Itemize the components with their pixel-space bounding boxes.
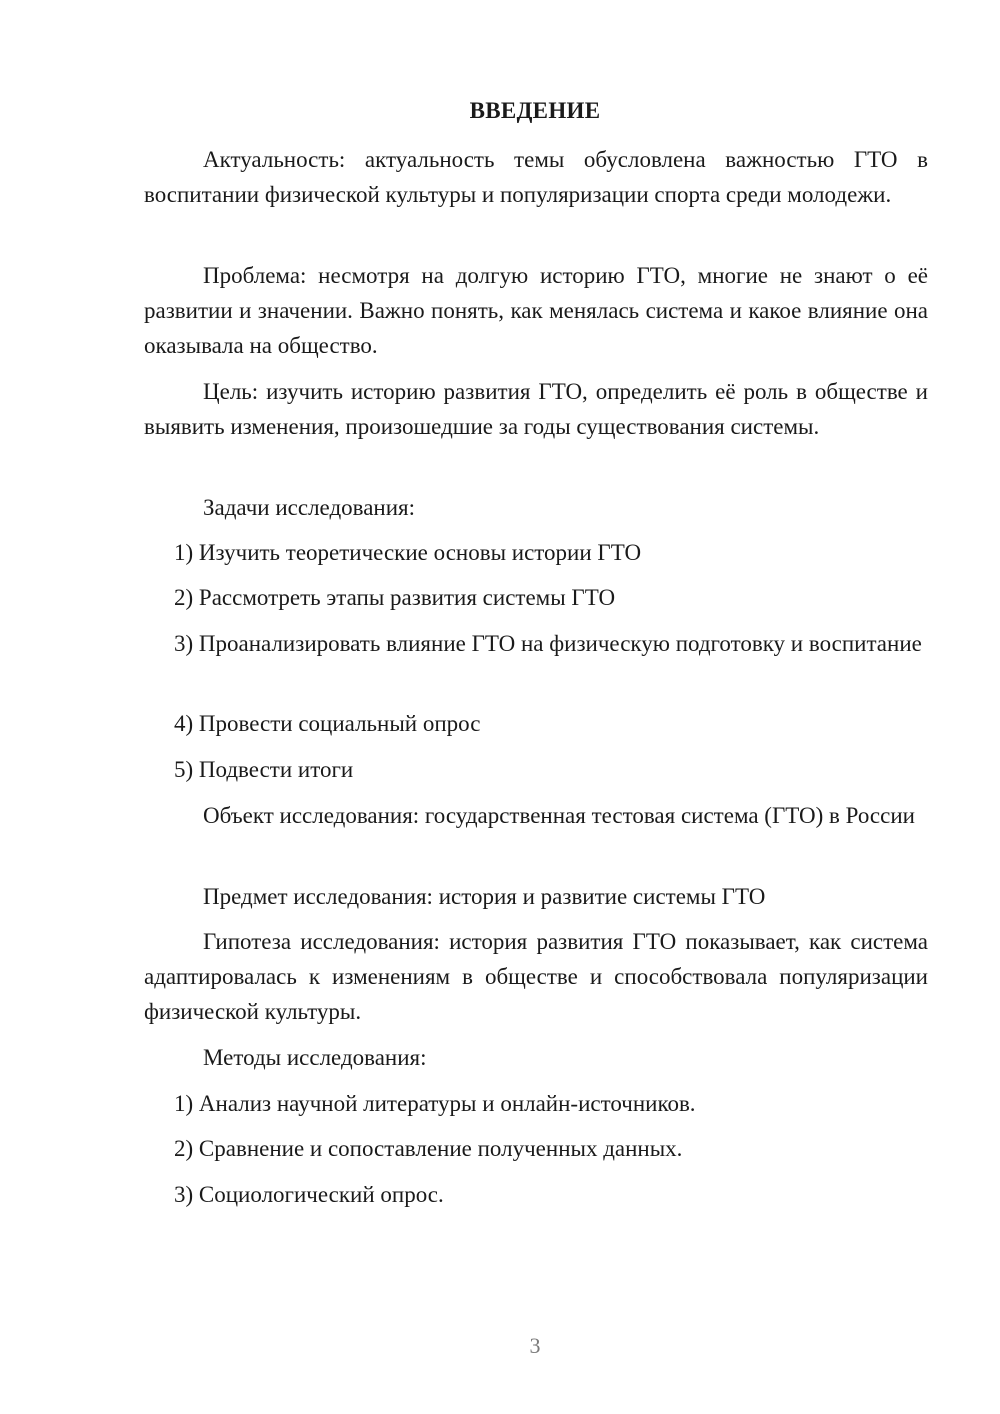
hypothesis-paragraph: Гипотеза исследования: история развития ГТО показывает, как система адаптировалась к изменениям в обществе и способствовала популяризации физической культуры. [144, 929, 928, 1024]
task-item: 3) Проанализировать влияние ГТО на физическую подготовку и воспитание [174, 631, 922, 656]
task-item: 5) Подвести итоги [174, 757, 354, 782]
page-number: 3 [529, 1333, 541, 1358]
relevance-paragraph: Актуальность: актуальность темы обусловлена важностью ГТО в воспитании физической культуры и популяризации спорта среди молодежи. [144, 147, 928, 207]
goal-paragraph: Цель: изучить историю развития ГТО, определить её роль в обществе и выявить изменения, произошедшие за годы существования системы. [144, 379, 928, 439]
methods-heading: Методы исследования: [203, 1045, 427, 1070]
problem-paragraph: Проблема: несмотря на долгую историю ГТО, многие не знают о её развитии и значении. Важно понять, как менялась система и какое влияние она оказывала на общество. [144, 263, 928, 358]
method-item: 1) Анализ научной литературы и онлайн-источников. [174, 1091, 696, 1116]
object-paragraph: Объект исследования: государственная тестовая система (ГТО) в России [203, 803, 915, 828]
method-item: 3) Социологический опрос. [174, 1182, 444, 1207]
task-item: 4) Провести социальный опрос [174, 711, 481, 736]
section-title: ВВЕДЕНИЕ [469, 98, 601, 123]
tasks-heading: Задачи исследования: [203, 495, 416, 520]
subject-paragraph: Предмет исследования: история и развитие системы ГТО [203, 884, 766, 909]
task-item: 1) Изучить теоретические основы истории ГТО [174, 540, 642, 565]
task-item: 2) Рассмотреть этапы развития системы ГТО [174, 585, 616, 610]
method-item: 2) Сравнение и сопоставление полученных данных. [174, 1136, 683, 1161]
